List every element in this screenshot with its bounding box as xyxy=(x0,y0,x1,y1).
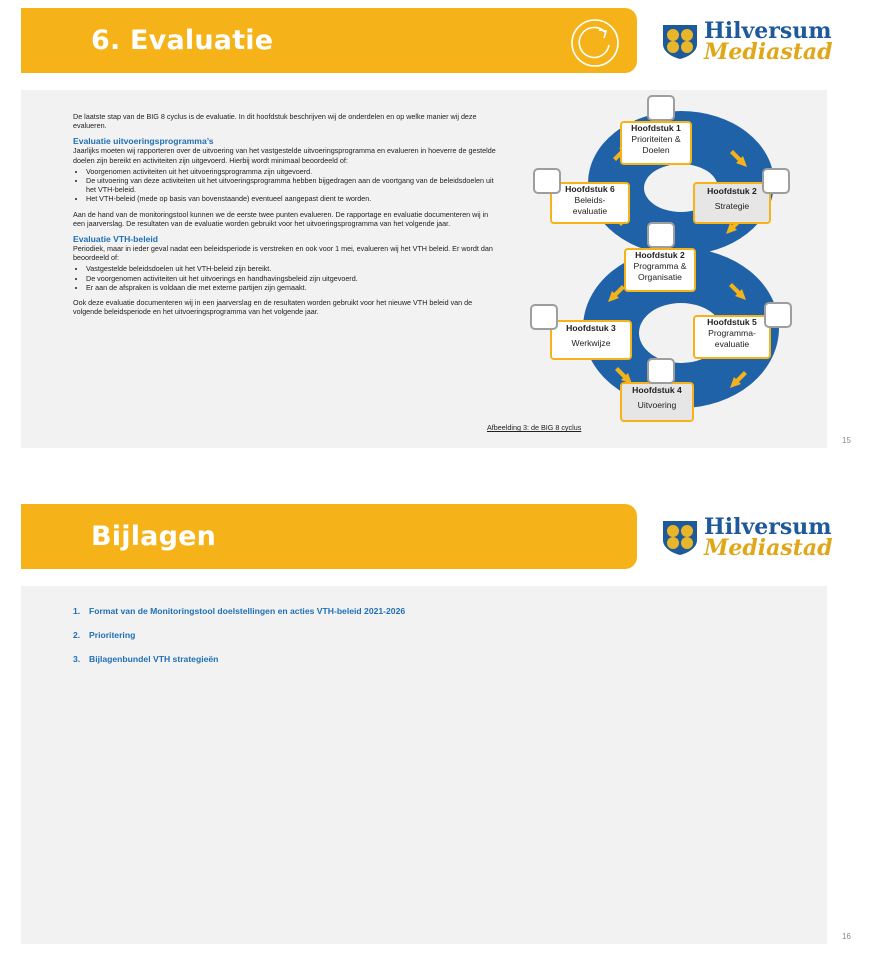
bullet-item: • De uitvoering van deze activiteiten uit het uitvoeringsprogramma hebben bijgedragen aan de voortgang van de beleidsdoelen uit het VTH-beleid. xyxy=(86,176,497,194)
box-hoofdstuk-2-programma: Hoofdstuk 2 Programma & Organisatie xyxy=(624,248,696,292)
list-item[interactable]: 2. Prioritering xyxy=(73,630,136,640)
logo-text-hilversum: Hilversum xyxy=(704,18,832,44)
hilversum-logo xyxy=(660,514,833,561)
content-panel xyxy=(21,586,827,944)
bullet-list xyxy=(73,167,497,204)
money-people-icon xyxy=(764,302,792,328)
box-hoofdstuk-6: Hoofdstuk 6 Beleids-evaluatie xyxy=(550,182,630,224)
logo-text-mediastad: Mediastad xyxy=(704,535,833,561)
bullet-list xyxy=(73,264,497,292)
bullet-item: • Voorgenomen activiteiten uit het uitvoeringsprogramma zijn uitgevoerd. xyxy=(86,167,497,176)
figure-caption: Afbeelding 3: de BIG 8 cyclus xyxy=(487,423,582,432)
section-text: Aan de hand van de monitoringstool kunnen we de eerste twee punten evalueren. De rapportage en evaluatie documenteren wij in een jaarverslag. De resultaten van de evaluatie worden gebruikt voor het uitvoeringsprogramma van het volgende jaar. xyxy=(73,209,489,228)
section-text: Periodiek, maar in ieder geval nadat een beleidsperiode is verstreken en ook voor 1 mei, evalueren wij het VTH beleid. Er wordt dan beoordeeld of: xyxy=(73,244,493,263)
location-pin-icon xyxy=(762,168,790,194)
box-hoofdstuk-3: Hoofdstuk 3 Werkwijze xyxy=(550,320,632,360)
box-hoofdstuk-2-strategie: Hoofdstuk 2 Strategie xyxy=(693,182,771,224)
content-panel xyxy=(21,90,827,448)
logo-shield-icon xyxy=(660,22,700,60)
bullet-item: • De voorgenomen activiteiten uit het uitvoerings en handhavingsbeleid zijn uitgevoerd. xyxy=(86,274,497,283)
box-hoofdstuk-5: Hoofdstuk 5 Programma-evaluatie xyxy=(693,315,771,359)
page-title: 6. Evaluatie xyxy=(91,25,274,56)
cycle-icon xyxy=(569,17,621,69)
body-text xyxy=(73,112,497,322)
section-text: Jaarlijks moeten wij rapporteren over de uitvoering van het vastgestelde uitvoeringsprogramma en evalueren in hoeverre de gestelde doelen zijn bereikt en activiteiten zijn uitgevoerd. Hierbij wordt minimaal beoordeeld of: xyxy=(73,146,496,165)
refresh-icon xyxy=(533,168,561,194)
title-band xyxy=(21,8,637,73)
appendix-list xyxy=(73,606,405,678)
title-band xyxy=(21,504,637,569)
strategy-icon xyxy=(647,95,675,121)
box-hoofdstuk-1: Hoofdstuk 1 Prioriteiten & Doelen xyxy=(620,121,692,165)
page-number: 16 xyxy=(842,932,851,941)
page-title: Bijlagen xyxy=(91,521,217,552)
section-text: Ook deze evaluatie documenteren wij in een jaarverslag en de resultaten worden gebruikt voor het nieuwe VTH beleid van de volgende beleidsperiode en het uitvoeringsprogramma van het volgende jaar. xyxy=(73,298,473,317)
list-icon xyxy=(530,304,558,330)
logo-text-hilversum: Hilversum xyxy=(704,514,832,540)
logo-text-mediastad: Mediastad xyxy=(704,39,833,65)
page-number: 15 xyxy=(842,436,851,445)
hilversum-logo xyxy=(660,18,833,65)
gear-icon xyxy=(647,222,675,248)
flowchart-icon xyxy=(647,358,675,384)
list-item[interactable]: 1. Format van de Monitoringstool doelstellingen en acties VTH-beleid 2021-2026 xyxy=(73,606,406,616)
list-item[interactable]: 3. Bijlagenbundel VTH strategieën xyxy=(73,654,219,664)
box-hoofdstuk-4: Hoofdstuk 4 Uitvoering xyxy=(620,382,694,422)
intro-paragraph: De laatste stap van de BIG 8 cyclus is de evaluatie. In dit hoofdstuk beschrijven wij de onderdelen en op welke manier wij deze evalueren. xyxy=(73,112,477,131)
section-heading: Evaluatie uitvoeringsprogramma’s xyxy=(73,136,214,147)
logo-shield-icon xyxy=(660,518,700,556)
section-heading: Evaluatie VTH-beleid xyxy=(73,234,159,245)
bullet-item: • Er aan de afspraken is voldaan die met externe partijen zijn gemaakt. xyxy=(86,283,497,292)
bullet-item: • Vastgestelde beleidsdoelen uit het VTH-beleid zijn bereikt. xyxy=(86,264,497,273)
bullet-item: • Het VTH-beleid (mede op basis van bovenstaande) eventueel aangepast dient te worden. xyxy=(86,194,497,203)
